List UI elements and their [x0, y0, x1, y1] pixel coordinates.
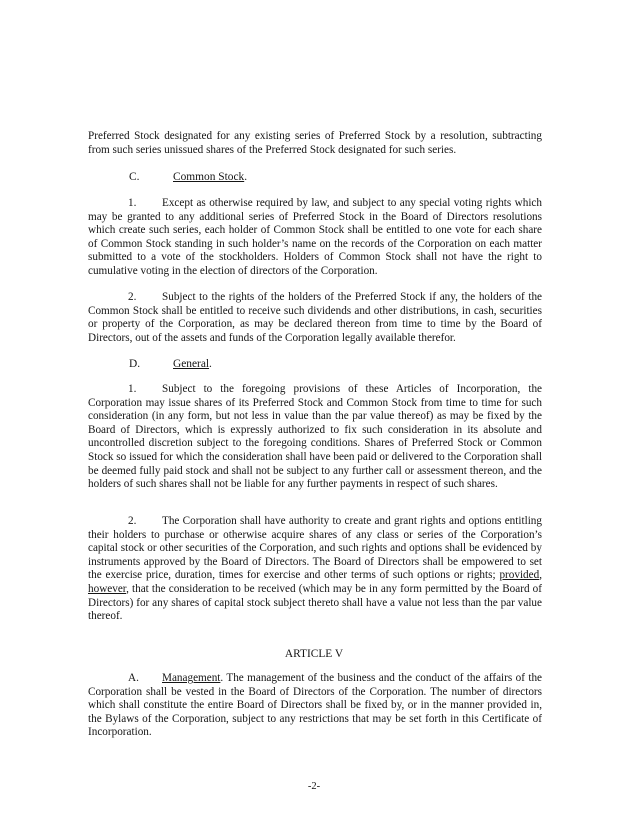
paragraph-va-text: . The management of the business and the conduct of the affairs of the Corporation shall be vested in the Board of Directors of the Corporation. The number of directors which shall constitute the entire Board of Directors shall be fixed by, or in the manner provided in, the Bylaws of the Corporation, subject to any restrictions that may be set forth in this Certificate of Incorporation.: [88, 672, 542, 739]
continuation-paragraph: Preferred Stock designated for any existing series of Preferred Stock by a resolution, subtracting from such series unissued shares of the Preferred Stock designated for such series.: [88, 130, 542, 156]
section-c-title: Common Stock: [173, 171, 245, 183]
paragraph-d2-number: 2.: [128, 515, 137, 527]
paragraph-va: [88, 672, 542, 740]
paragraph-d1-number: 1.: [128, 383, 137, 395]
section-c-label: C.: [129, 171, 140, 183]
paragraph-va-label: A.: [128, 672, 139, 684]
article-heading: ARTICLE V: [284, 648, 344, 660]
paragraph-c2: [88, 291, 542, 345]
paragraph-d2-text-a: The Corporation shall have authority to create and grant rights and options entitling their holders to purchase or otherwise acquire shares of any class or series of the Corporation’s capital stock or other securities of the Corporation, and such rights and options shall be evidenced by instruments approved by the Board of Directors. The Board of Directors shall be empowered to set the exercise price, duration, times for exercise and other terms of such options or rights;: [88, 515, 542, 582]
paragraph-c1-text: Except as otherwise required by law, and subject to any special voting rights which may be granted to any additional series of Preferred Stock in the Board of Directors resolutions which create such series, each holder of Common Stock shall be entitled to one vote for each share of Common Stock standing in such holder’s name on the records of the Corporation on each matter submitted to a vote of the stockholders. Holders of Common Stock shall not have the right to cumulative voting in the election of directors of the Corporation.: [88, 197, 542, 277]
section-d-title-suffix: .: [209, 358, 212, 370]
paragraph-d1: [88, 383, 542, 492]
paragraph-d2-text-b: , that the consideration to be received (which may be in any form permitted by the Board of Directors) for any shares of capital stock subject thereto shall have a value not less than the par value thereof.: [88, 582, 542, 623]
paragraph-c2-text: Subject to the rights of the holders of the Preferred Stock if any, the holders of the Common Stock shall be entitled to receive such dividends and other distributions, in cash, securities or property of the Corporation, as may be declared thereon from time to time by the Board of Directors, out of the assets and funds of the Corporation legally available therefor.: [88, 291, 542, 344]
section-c-title-suffix: .: [244, 171, 248, 183]
section-d-title: General: [173, 358, 210, 370]
section-d-label: D.: [129, 358, 141, 370]
however-term: however: [88, 582, 127, 595]
section-c-heading: [129, 171, 247, 183]
section-d-heading: [129, 358, 212, 370]
paragraph-c1: [88, 197, 542, 279]
paragraph-d2: 2. The Corporation shall have authority to create and grant rights and options entitling their holders to purchase or otherwise acquire shares of any class or series of the Corporation’s capital stock or other securities of the Corporation, and such rights and options shall be evidenced by instruments approved by the Board of Directors. The Board of Directors shall be empowered to set the exercise price, duration, times for exercise and other terms of such options or rights; provided, however, that the consideration to be received (which may be in any form permitted by the Board of Directors) for any shares of capital stock subject thereto shall have a value not less than the par value thereof.: [88, 515, 543, 623]
paragraph-c1-number: 1.: [128, 197, 137, 209]
page-number: -2-: [307, 781, 321, 792]
paragraph-va-title: Management: [162, 672, 221, 684]
paragraph-d1-text: Subject to the foregoing provisions of these Articles of Incorporation, the Corporation may issue shares of its Preferred Stock and Common Stock from time to time for such consideration (in any form, but not less in value than the par value thereof) as may be fixed by the Board of Directors, which is expressly authorized to fix such consideration in its absolute and uncontrolled discretion subject to the foregoing conditions. Shares of Preferred Stock or Common Stock so issued for which the consideration shall have been paid or delivered to the Corporation shall be deemed fully paid stock and shall not be subject to any further call or assessment thereon, and the holders of such shares shall not be liable for any further payments in respect of such shares.: [88, 383, 542, 491]
paragraph-c2-number: 2.: [128, 291, 137, 303]
provided-term: provided: [499, 569, 540, 582]
